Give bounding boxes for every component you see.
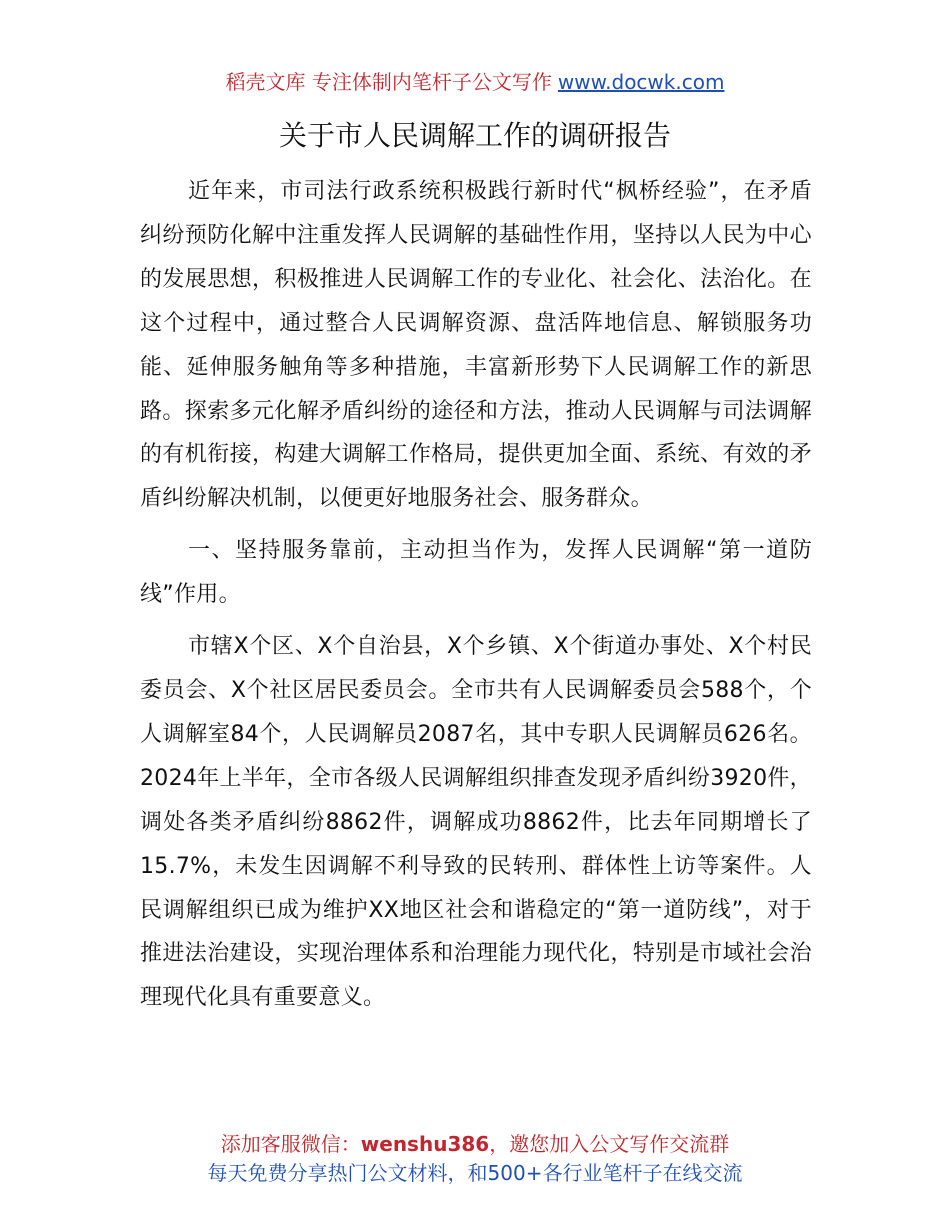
footer-wechat-line (0, 1130, 950, 1158)
brand-text: 稻壳文库 专注体制内笔杆子公文写作 (225, 70, 552, 94)
paragraph-statistics: 市辖X个区、X个自治县，X个乡镇、X个街道办事处、X个村民委员会、X个社区居民委员会。全市共有人民调解委员会588个，个人调解室84个，人民调解员2087名，其中专职人民调解员626名。2024年上半年，全市各级人民调解组织排查发现矛盾纠纷3920件，调处各类矛盾纠纷8862件，调解成功8862件，比去年同期增长了15.7%，未发生因调解不利导致的民转刑、群体性上访等案件。人民调解组织已成为维护XX地区社会和谐稳定的“第一道防线”，对于推进法治建设，实现治理体系和治理能力现代化，特别是市域社会治理现代化具有重要意义。 (140, 634, 812, 1011)
site-link[interactable]: www.docwk.com (557, 70, 725, 94)
paragraph-section-heading: 一、坚持服务靠前，主动担当作为，发挥人民调解“第一道防线”作用。 (140, 538, 812, 608)
document-body (140, 170, 812, 1028)
paragraph-intro: 近年来，市司法行政系统积极践行新时代“枫桥经验”，在矛盾纠纷预防化解中注重发挥人民调解的基础性作用，坚持以人民为中心的发展思想，积极推进人民调解工作的专业化、社会化、法治化。在这个过程中，通过整合人民调解资源、盘活阵地信息、解锁服务功能、延伸服务触角等多种措施，丰富新形势下人民调解工作的新思路。探索多元化解矛盾纠纷的途径和方法，推动人民调解与司法调解的有机衔接，构建大调解工作格局，提供更加全面、系统、有效的矛盾纠纷解决机制，以便更好地服务社会、服务群众。 (140, 179, 812, 512)
document-title: 关于市人民调解工作的调研报告 (278, 119, 671, 152)
footer-wechat-suffix: ，邀您加入公文写作交流群 (489, 1132, 730, 1156)
footer-wechat-id: wenshu386 (360, 1132, 490, 1156)
header-banner (0, 68, 950, 96)
footer-promo-line: 每天免费分享热门公文材料，和500+各行业笔杆子在线交流 (207, 1161, 743, 1185)
footer-wechat-prefix: 添加客服微信： (220, 1132, 361, 1156)
